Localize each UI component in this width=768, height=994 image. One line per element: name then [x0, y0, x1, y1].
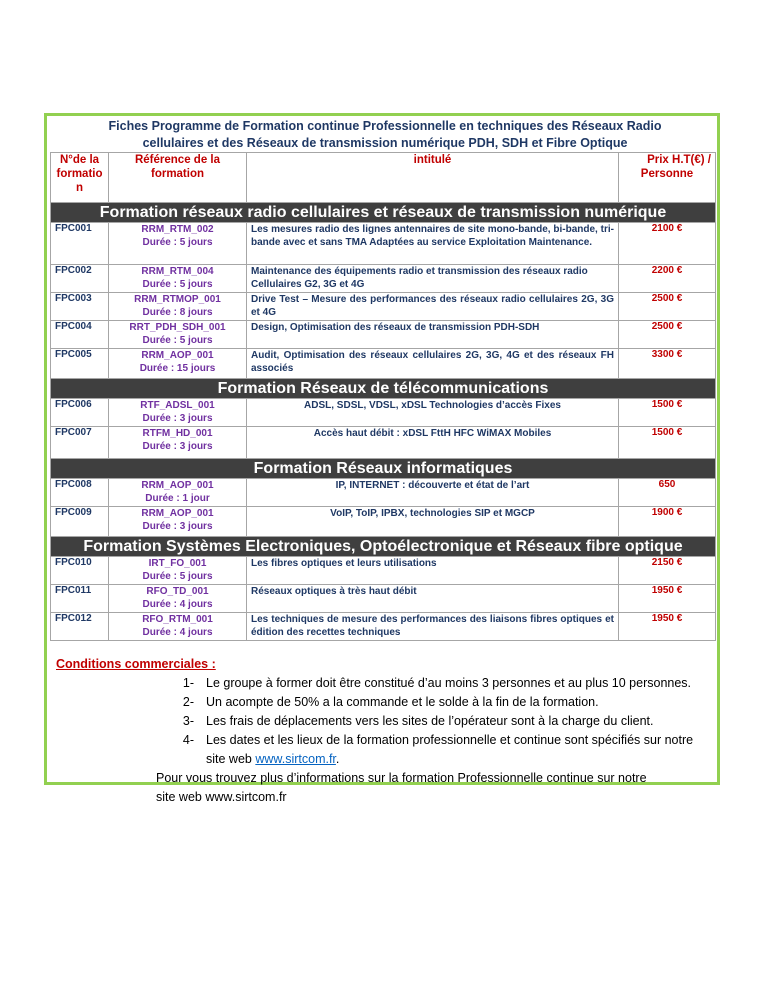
- table-row: [51, 557, 716, 585]
- course-number: FPC011: [51, 585, 109, 613]
- header-number-line: formatio: [56, 168, 103, 180]
- training-table: [50, 152, 716, 641]
- course-reference: [109, 293, 247, 321]
- reference-code: RRM_AOP_001: [141, 480, 214, 491]
- course-reference: [109, 557, 247, 585]
- item-text: Les dates et les lieux de la formation professionnelle et continue sont spécifiés sur notre: [206, 733, 694, 747]
- table-row: [51, 399, 716, 427]
- reference-code: RRM_AOP_001: [141, 350, 214, 361]
- header-number-line: N°de la: [59, 154, 100, 166]
- reference-code: RRM_RTM_004: [141, 266, 214, 277]
- course-title: Maintenance des équipements radio et transmission des réseaux radio Cellulaires G2, 3G et 4G: [247, 265, 619, 293]
- table-row: [51, 265, 716, 293]
- course-number: FPC012: [51, 613, 109, 641]
- duration: Durée : 8 jours: [142, 307, 213, 318]
- duration: Durée : 3 jours: [142, 413, 213, 424]
- course-reference: [109, 265, 247, 293]
- header-reference-line: Référence de la: [134, 154, 220, 166]
- item-number: 4-: [182, 733, 194, 747]
- item-text: Les frais de déplacements vers les sites de l’opérateur sont à la charge du client.: [206, 714, 654, 728]
- course-reference: [109, 427, 247, 459]
- course-title: Accès haut débit : xDSL FttH HFC WiMAX Mobiles: [247, 427, 619, 459]
- duration: Durée : 3 jours: [142, 521, 213, 532]
- course-reference: [109, 399, 247, 427]
- duration: Durée : 3 jours: [142, 441, 213, 452]
- header-title: [247, 153, 619, 203]
- reference-code: RRM_AOP_001: [141, 508, 214, 519]
- section-title: Formation Systèmes Electroniques, Optoélectronique et Réseaux fibre optique: [51, 537, 716, 557]
- course-price: 1500 €: [619, 399, 716, 427]
- page-title-line-2: cellulaires et des Réseaux de transmission numérique PDH, SDH et Fibre Optique: [142, 136, 628, 150]
- section-header: [51, 459, 716, 479]
- course-number: FPC002: [51, 265, 109, 293]
- course-title: Réseaux optiques à très haut débit: [247, 585, 619, 613]
- list-item: [56, 693, 716, 712]
- header-reference-line: formation: [150, 168, 205, 180]
- duration: Durée : 1 jour: [145, 493, 210, 504]
- reference-code: RTFM_HD_001: [142, 428, 213, 439]
- section-title: Formation Réseaux informatiques: [51, 459, 716, 479]
- course-price: 1950 €: [619, 613, 716, 641]
- header-price-line: Personne: [640, 168, 694, 180]
- header-number: [51, 153, 109, 203]
- course-number: FPC009: [51, 507, 109, 537]
- reference-code: IRT_FO_001: [148, 558, 207, 569]
- course-title: IP, INTERNET : découverte et état de l’art: [247, 479, 619, 507]
- course-number: FPC006: [51, 399, 109, 427]
- duration: Durée : 5 jours: [142, 237, 213, 248]
- reference-code: RTF_ADSL_001: [140, 400, 215, 411]
- course-title: Les mesures radio des lignes antennaires de site mono-bande, bi-bande, tri-bande avec et sans TMA Adaptées au service Exploitation Maintenance.: [247, 223, 619, 265]
- course-price: 3300 €: [619, 349, 716, 379]
- reference-code: RRM_RTM_002: [141, 224, 214, 235]
- header-number-line: n: [75, 182, 84, 194]
- item-number: 3-: [182, 714, 194, 728]
- course-reference: [109, 223, 247, 265]
- course-title: ADSL, SDSL, VDSL, xDSL Technologies d’accès Fixes: [247, 399, 619, 427]
- section-header: [51, 537, 716, 557]
- course-number: FPC003: [51, 293, 109, 321]
- table-row: [51, 321, 716, 349]
- footer-line-2: site web www.sirtcom.fr: [156, 790, 287, 804]
- item-text: Un acompte de 50% a la commande et le solde à la fin de la formation.: [206, 695, 599, 709]
- table-row: [51, 613, 716, 641]
- reference-code: RFO_RTM_001: [142, 614, 213, 625]
- course-price: 650: [619, 479, 716, 507]
- course-reference: [109, 507, 247, 537]
- course-price: 1500 €: [619, 427, 716, 459]
- course-reference: [109, 585, 247, 613]
- item-text: site web: [206, 752, 256, 766]
- list-item: [56, 712, 716, 731]
- course-number: FPC007: [51, 427, 109, 459]
- section-header: [51, 379, 716, 399]
- course-number: FPC010: [51, 557, 109, 585]
- list-item: [56, 731, 716, 750]
- table-row: [51, 293, 716, 321]
- duration: Durée : 5 jours: [142, 571, 213, 582]
- table-header-row: [51, 153, 716, 203]
- course-title: Les techniques de mesure des performances des liaisons fibres optiques et édition des recettes techniques: [247, 613, 619, 641]
- conditions-list: [56, 674, 716, 769]
- section-title: Formation réseaux radio cellulaires et réseaux de transmission numérique: [51, 203, 716, 223]
- course-number: FPC004: [51, 321, 109, 349]
- course-price: 2500 €: [619, 293, 716, 321]
- course-price: 2100 €: [619, 223, 716, 265]
- table-row: [51, 507, 716, 537]
- conditions-title: Conditions commerciales :: [56, 657, 216, 671]
- course-number: FPC005: [51, 349, 109, 379]
- table-row: [51, 349, 716, 379]
- table-row: [51, 479, 716, 507]
- header-price-line: Prix H.T(€) /: [647, 154, 711, 166]
- table-row: [51, 223, 716, 265]
- course-price: 2200 €: [619, 265, 716, 293]
- list-item: [56, 674, 716, 693]
- section-header: [51, 203, 716, 223]
- table-row: [51, 585, 716, 613]
- header-title-text: intitulé: [413, 154, 452, 166]
- course-reference: [109, 349, 247, 379]
- website-link[interactable]: www.sirtcom.fr: [255, 752, 336, 766]
- course-title: Les fibres optiques et leurs utilisations: [247, 557, 619, 585]
- course-price: 1950 €: [619, 585, 716, 613]
- reference-code: RRT_PDH_SDH_001: [129, 322, 226, 333]
- item-text: Le groupe à former doit être constitué d’au moins 3 personnes et au plus 10 personnes.: [206, 676, 692, 690]
- footer-line-1: Pour vous trouvez plus d’informations sur la formation Professionnelle continue sur notre: [156, 771, 647, 785]
- commercial-conditions: [56, 655, 716, 807]
- course-reference: [109, 479, 247, 507]
- table-row: [51, 427, 716, 459]
- duration: Durée : 15 jours: [139, 363, 216, 374]
- page-title-line-1: Fiches Programme de Formation continue Professionnelle en techniques des Réseaux Radio: [108, 119, 662, 133]
- course-title: Design, Optimisation des réseaux de transmission PDH-SDH: [247, 321, 619, 349]
- reference-code: RFO_TD_001: [146, 586, 209, 597]
- header-reference: [109, 153, 247, 203]
- duration: Durée : 5 jours: [142, 335, 213, 346]
- course-reference: [109, 321, 247, 349]
- course-number: FPC001: [51, 223, 109, 265]
- header-price: [619, 153, 716, 203]
- duration: Durée : 4 jours: [142, 599, 213, 610]
- course-price: 2150 €: [619, 557, 716, 585]
- course-reference: [109, 613, 247, 641]
- item-text: .: [335, 752, 340, 766]
- item-number: 1-: [182, 676, 194, 690]
- course-title: VoIP, ToIP, IPBX, technologies SIP et MGCP: [247, 507, 619, 537]
- reference-code: RRM_RTMOP_001: [134, 294, 221, 305]
- item-number: 2-: [182, 695, 194, 709]
- course-price: 1900 €: [619, 507, 716, 537]
- list-item-continuation: [56, 750, 716, 769]
- duration: Durée : 5 jours: [142, 279, 213, 290]
- course-title: Drive Test – Mesure des performances des réseaux radio cellulaires 2G, 3G et 4G: [247, 293, 619, 321]
- course-number: FPC008: [51, 479, 109, 507]
- course-title: Audit, Optimisation des réseaux cellulaires 2G, 3G, 4G et des réseaux FH associés: [247, 349, 619, 379]
- duration: Durée : 4 jours: [142, 627, 213, 638]
- course-price: 2500 €: [619, 321, 716, 349]
- section-title: Formation Réseaux de télécommunications: [51, 379, 716, 399]
